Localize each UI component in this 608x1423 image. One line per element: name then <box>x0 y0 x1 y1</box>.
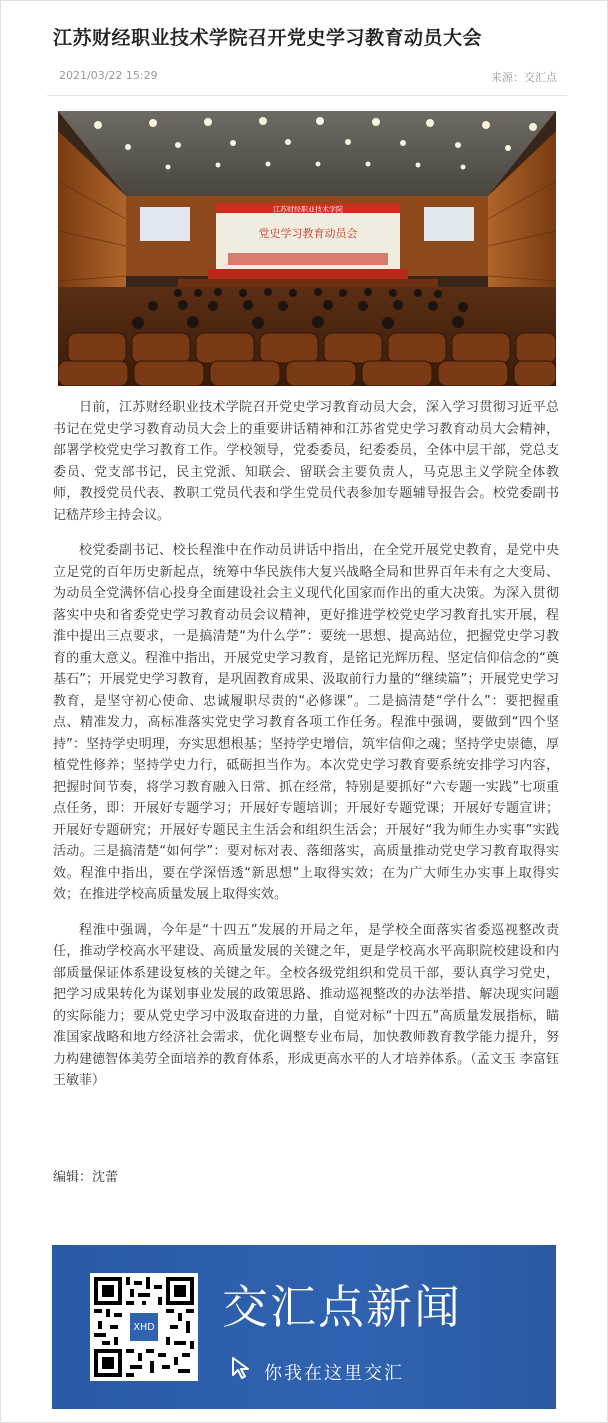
publish-date: 2021/03/22 15:29 <box>59 69 158 82</box>
backdrop-banner-text: 江苏财经职业技术学院 <box>273 205 343 214</box>
paragraph-2: 校党委副书记、校长程淮中在作动员讲话中指出，在全党开展党史教育，是党中央立足党的百年历史新起点，统筹中华民族伟大复兴战略全局和世界百年未有之大变局、为动员全党满怀信心投身全面建设社会主义现代化国家而作出的重大决策。为深入贯彻落实中央和省委党史学习教育动员会议精神，更好推进学校党史学习教育扎实开展，程淮中提出三点要求，一是搞清楚“为什么学”：要统一思想、提高站位，把握党史学习教育的重大意义。程淮中指出，开展党史学习教育，是铭记光辉历程、坚定信仰信念的“奠基石”；开展党史学习教育，是巩固教育成果、汲取前行力量的“继续篇”；开展党史学习教育，是坚守初心使命、忠诚履职尽责的“必修课”。二是搞清楚“学什么”：要把握重点、精准发力，高标准落实党史学习教育各项工作任务。程淮中强调，要做到“四个坚持”：坚持学史明理，夯实思想根基；坚持学史增信，筑牢信仰之魂；坚持学史崇德，厚植党性修养；坚持学史力行，砥砺担当作为。本次党史学习教育要系统安排学习内容，把握时间节奏，将学习教育融入日常、抓在经常，特别是要抓好“六专题一实践”七项重点任务，即：开展好专题学习；开展好专题培训；开展好专题党课；开展好专题宣讲；开展好专题研究；开展好专题民主生活会和组织生活会；开展好“我为师生办实事”实践活动。三是搞清楚“如何学”：要对标对表、落细落实，高质量推动党史学习教育取得实效。程淮中指出，要在学深悟透“新思想”上取得实效；在为广大师生办实事上取得实效；在推进学校高质量发展上取得实效。 <box>53 543 559 902</box>
article-meta <box>53 69 557 87</box>
header-divider <box>47 95 567 96</box>
brand-slogan: 你我在这里交汇 <box>264 1363 404 1384</box>
article-source: 来源：交汇点 <box>491 71 557 84</box>
qr-code[interactable] <box>90 1273 198 1381</box>
article-title: 江苏财经职业技术学院召开党史学习教育动员大会 <box>53 27 483 49</box>
meeting-photo <box>58 111 556 386</box>
brand-name: 交汇点新闻 <box>222 1280 462 1334</box>
paragraph-1: 日前，江苏财经职业技术学院召开党史学习教育动员大会，深入学习贯彻习近平总书记在党史学习教育动员大会上的重要讲话精神和江苏省党史学习教育动员大会精神，部署学校党史学习教育工作。学校领导，党委委员，纪委委员，全体中层干部，党总支委员、党支部书记，民主党派、知联会、留联会主要负责人，马克思主义学院全体教师，教授党员代表、教职工党员代表和学生党员代表参加专题辅导报告会。校党委副书记嵇芹珍主持会议。 <box>53 400 559 523</box>
backdrop-title-text: 党史学习教育动员会 <box>258 227 358 240</box>
article-body <box>53 397 559 1106</box>
editor-credit: 编辑：沈蕾 <box>53 1170 119 1185</box>
cursor-arrow-icon <box>230 1355 256 1381</box>
paragraph-3: 程淮中强调，今年是“十四五”发展的开局之年，是学校全面落实省委巡视整改责任，推动学校高水平建设、高质量发展的关键之年，更是学校高水平高职院校建设和内部质量保证体系建设复核的关键之年。全校各级党组织和党员干部，要认真学习党史，把学习成果转化为谋划事业发展的政策思路、推动巡视整改的办法举措、解决现实问题的实际能力；要从党史学习中汲取奋进的力量，自觉对标“十四五”高质量发展指标，瞄准国家战略和地方经济社会需求，优化调整专业布局，加快教师教育教学能力提升，努力构建德智体美劳全面培养的教育体系，形成更高水平的人才培养体系。（孟文玉 李富钰 王敏菲） <box>53 922 559 1088</box>
app-promo-banner[interactable] <box>52 1245 556 1409</box>
qr-center-logo: XHD <box>133 1322 155 1334</box>
